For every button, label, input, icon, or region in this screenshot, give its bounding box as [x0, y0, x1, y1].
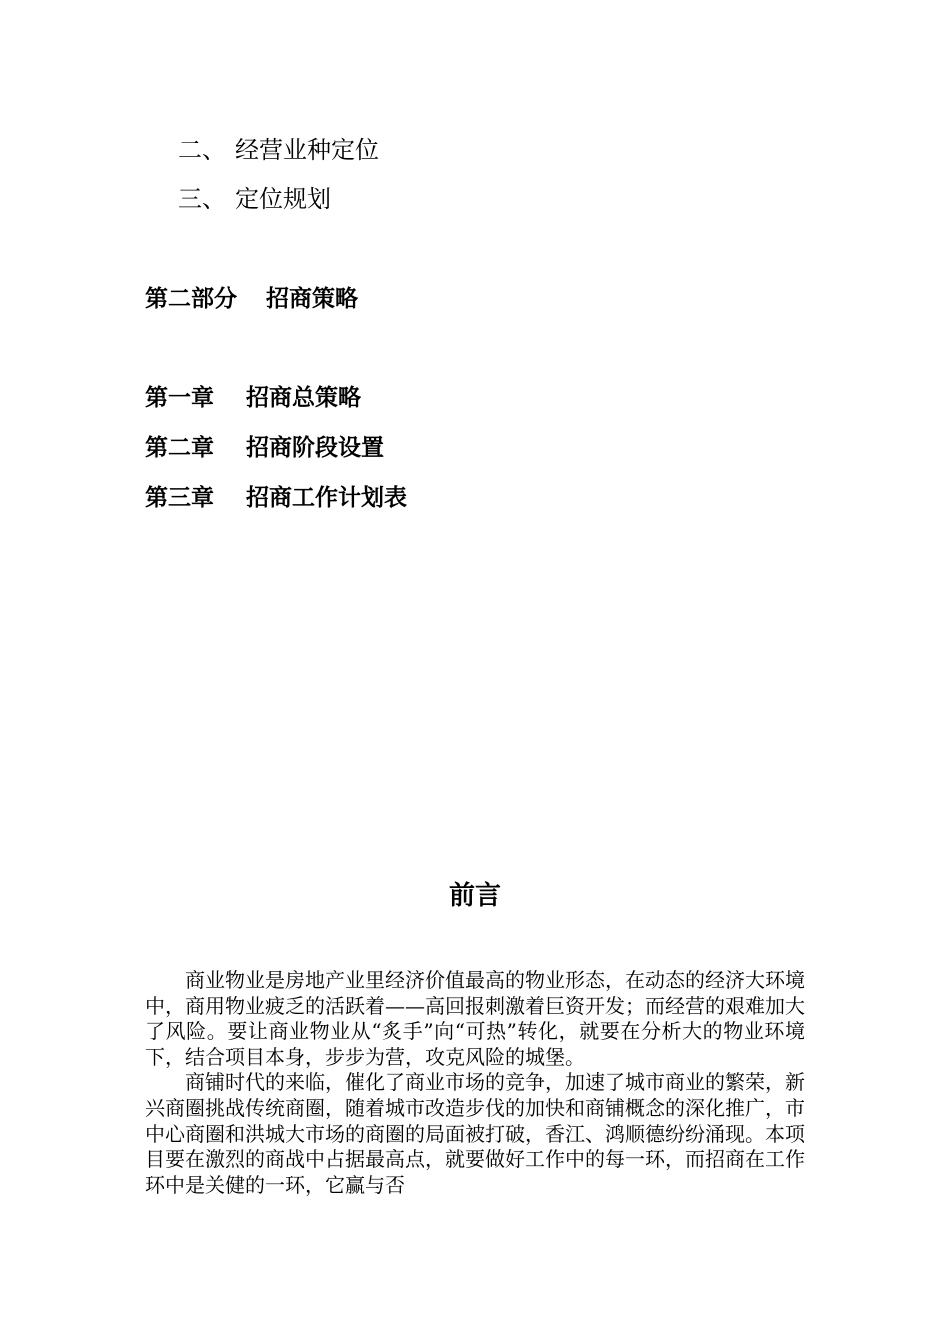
toc-chapter [145, 383, 361, 413]
preface-paragraph: 商铺时代的来临，催化了商业市场的竞争，加速了城市商业的繁荣，新兴商圈挑战传统商圈，随着城市改造步伐的加快和商铺概念的深化推广，市中心商圈和洪城大市场的商圈的局面被打破，香江、鸿顺德纷纷涌现。本项目要在激烈的商战中占据最高点，就要做好工作中的每一环，而招商在工作环中是关健的一环，它赢与否 [145, 1070, 805, 1197]
preface-body [145, 968, 805, 1198]
toc-part-label: 招商策略 [266, 286, 358, 312]
toc-sub-item [178, 135, 379, 165]
toc-chapter-label: 招商总策略 [246, 385, 361, 411]
toc-chapter-number: 第二章 [145, 435, 214, 461]
toc-chapter [145, 483, 407, 513]
toc-sub-item-label: 定位规划 [235, 185, 331, 213]
toc-sub-item-label: 经营业种定位 [235, 136, 379, 164]
preface-paragraph: 商业物业是房地产业里经济价值最高的物业形态，在动态的经济大环境中，商用物业疲乏的活跃着——高回报刺激着巨资开发；而经营的艰难加大了风险。要让商业物业从“炙手”向“可热”转化，就要在分析大的物业环境下，结合项目本身，步步为营，攻克风险的城堡。 [145, 968, 805, 1069]
preface-title: 前言 [448, 881, 501, 911]
toc-chapter-number: 第三章 [145, 485, 214, 511]
toc-sub-item-number: 二、 [178, 136, 226, 164]
toc-part-number: 第二部分 [145, 286, 237, 312]
toc-chapter-number: 第一章 [145, 385, 214, 411]
toc-sub-item [178, 184, 331, 214]
toc-sub-item-number: 三、 [178, 185, 226, 213]
toc-chapter-label: 招商阶段设置 [246, 435, 384, 461]
toc-chapter [145, 433, 384, 463]
toc-part-heading [145, 284, 358, 314]
toc-chapter-label: 招商工作计划表 [246, 485, 407, 511]
